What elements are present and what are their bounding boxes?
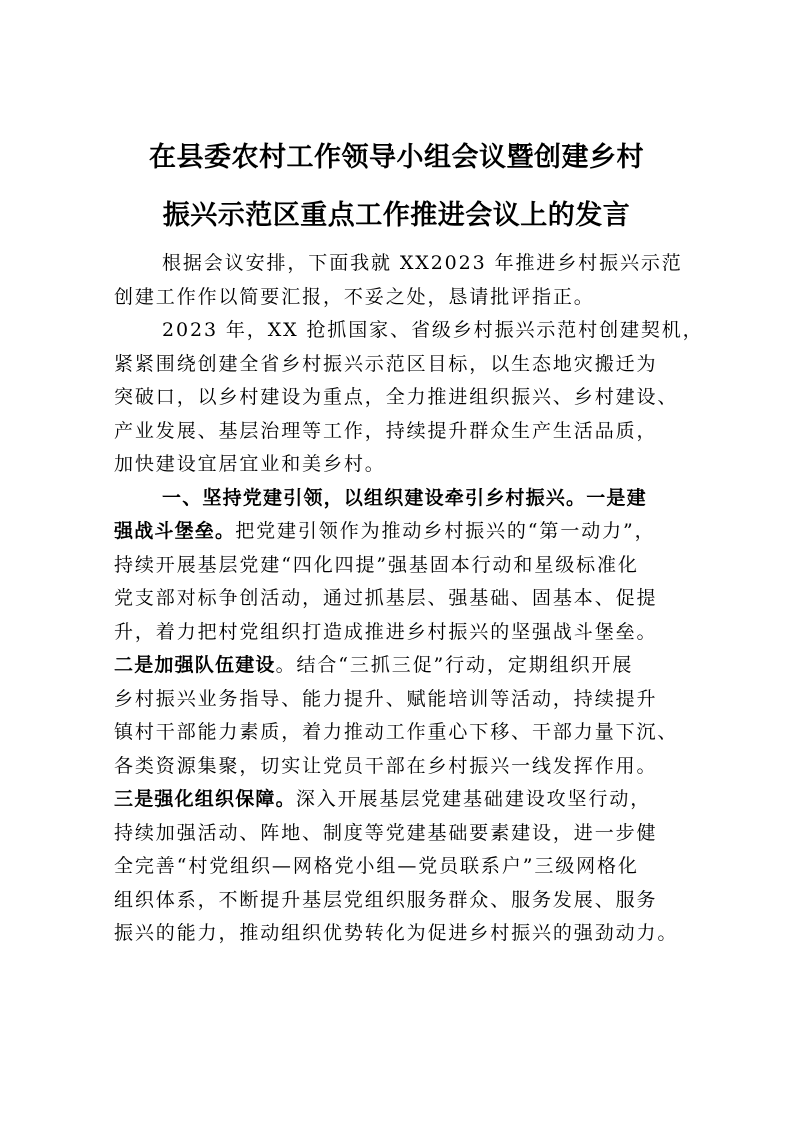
paragraph-2-line-5: 加快建设宜居宜业和美乡村。 xyxy=(114,453,386,475)
paragraph-3-line-11: 持续加强活动、阵地、制度等党建基础要素建设，进一步健 xyxy=(114,821,658,844)
paragraph-3-line-7: 乡村振兴业务指导、能力提升、赋能培训等活动，持续提升 xyxy=(114,687,658,710)
paragraph-3-line-6-text: 。结合“三抓三促”行动，定期组织开展 xyxy=(275,654,634,676)
paragraph-3-line-8: 镇村干部能力素质，着力推动工作重心下移、干部力量下沉、 xyxy=(114,721,679,743)
paragraph-1-line-2: 创建工作作以简要汇报，不妥之处，恳请批评指正。 xyxy=(114,285,595,308)
section-heading: 一、坚持党建引领，以组织建设牵引乡村振兴。 xyxy=(162,486,587,509)
paragraph-2-line-3: 突破口，以乡村建设为重点，全力推进组织振兴、乡村建设、 xyxy=(114,386,679,408)
paragraph-2-line-4: 产业发展、基层治理等工作，持续提升群众生产生活品质， xyxy=(114,419,658,442)
paragraph-3-line-3: 持续开展基层党建“四化四提”强基固本行动和星级标准化 xyxy=(114,553,639,576)
document-title-line-2: 振兴示范区重点工作推进会议上的发言 xyxy=(162,200,631,231)
paragraph-3-line-10 xyxy=(114,783,686,817)
paragraph-3-line-13: 组织体系，不断提升基层党组织服务群众、服务发展、服务 xyxy=(114,888,658,911)
paragraph-3-line-4: 党支部对标争创活动，通过抓基层、强基础、固基本、促提 xyxy=(114,587,658,609)
document-title-line-1: 在县委农村工作领导小组会议暨创建乡村 xyxy=(149,142,644,173)
paragraph-3-line-2-text: 把党建引领作为推动乡村振兴的“第一动力”， xyxy=(235,520,656,542)
paragraph-2-line-1: 2023 年，XX 抢抓国家、省级乡村振兴示范村创建契机， xyxy=(162,319,704,341)
paragraph-3-line-9: 各类资源集聚，切实让党员干部在乡村振兴一线发挥作用。 xyxy=(114,754,658,777)
paragraph-3-line-14: 振兴的能力，推动组织优势转化为促进乡村振兴的强劲动力。 xyxy=(114,922,679,944)
paragraph-2-line-2: 紧紧围绕创建全省乡村振兴示范区目标，以生态地灾搬迁为 xyxy=(114,352,658,375)
subsection-3-heading: 三是强化组织保障。 xyxy=(114,788,296,810)
subsection-1-heading-part-a: 一是建 xyxy=(586,486,647,509)
paragraph-3-line-6 xyxy=(114,649,686,683)
paragraph-3-line-5: 升，着力把村党组织打造成推进乡村振兴的坚强战斗堡垒。 xyxy=(114,620,658,643)
subsection-2-heading: 二是加强队伍建设 xyxy=(114,654,276,676)
paragraph-1-line-1: 根据会议安排，下面我就 XX2023 年推进乡村振兴示范 xyxy=(162,252,683,274)
paragraph-3-line-1 xyxy=(114,482,686,516)
document-body xyxy=(114,247,704,951)
paragraph-3-line-2 xyxy=(114,515,686,549)
paragraph-3-line-10-text: 深入开展基层党建基础建设攻坚行动， xyxy=(295,788,652,810)
subsection-1-heading-part-b: 强战斗堡垒。 xyxy=(114,520,236,542)
paragraph-3-line-12: 全完善“村党组织—网格党小组—党员联系户”三级网格化 xyxy=(114,855,639,877)
